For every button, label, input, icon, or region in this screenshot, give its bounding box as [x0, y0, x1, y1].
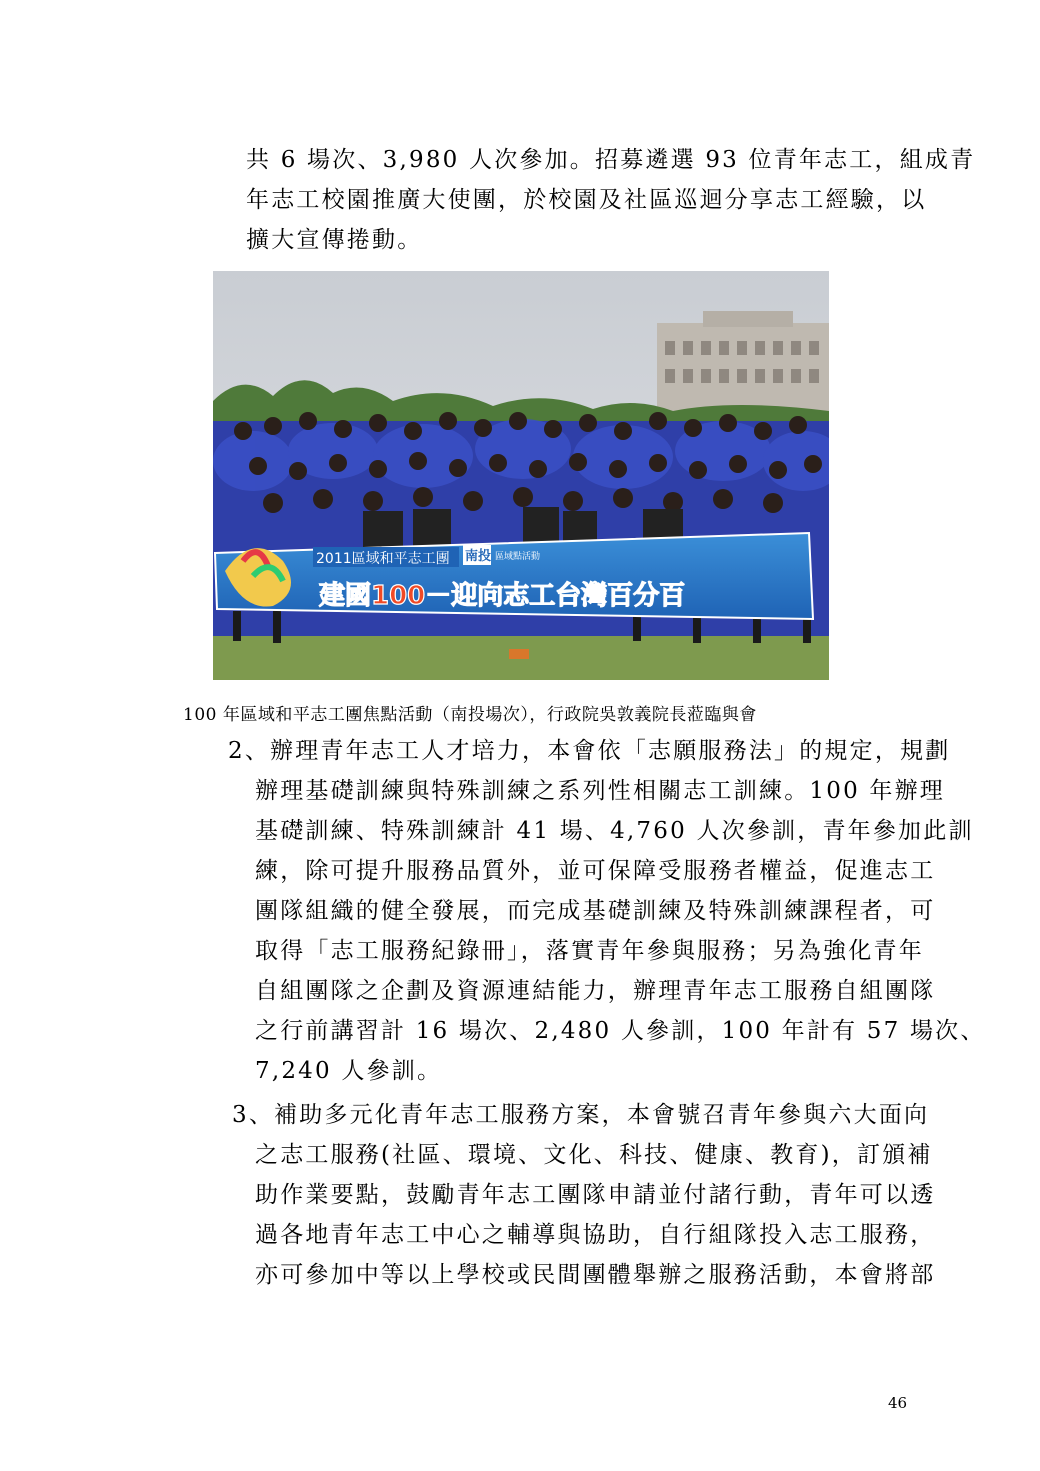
banner-slogan: 建國100－迎向志工台灣百分百	[319, 581, 686, 611]
item3-line: 過各地青年志工中心之輔導與協助，自行組隊投入志工服務，	[255, 1222, 936, 1248]
building	[657, 311, 829, 418]
item3-line: 助作業要點，鼓勵青年志工團隊申請並付諸行動，青年可以透	[255, 1182, 936, 1208]
intro-line: 擴大宣傳捲動。	[246, 227, 423, 253]
intro-line: 共 6 場次、3,980 人次參加。招募遴選 93 位青年志工，組成青	[246, 147, 976, 173]
banner-location: 南投	[465, 549, 492, 564]
item3-line: 3、補助多元化青年志工服務方案，本會號召青年參與六大面向	[232, 1102, 930, 1128]
item3-line: 之志工服務(社區、環境、文化、科技、健康、教育)，訂頒補	[255, 1142, 933, 1168]
item2-line: 練，除可提升服務品質外，並可保障受服務者權益，促進志工	[255, 858, 936, 884]
group-photo	[213, 271, 829, 680]
item2-line: 辦理基礎訓練與特殊訓練之系列性相關志工訓練。100 年辦理	[255, 778, 946, 804]
banner-title: 2011區域和平志工團	[316, 551, 450, 567]
item2-line: 2、辦理青年志工人才培力，本會依「志願服務法」的規定，規劃	[228, 738, 951, 764]
item2-line: 之行前講習計 16 場次、2,480 人參訓，100 年計有 57 場次、	[255, 1018, 986, 1044]
item2-line: 取得「志工服務紀錄冊」，落實青年參與服務；另為強化青年	[255, 938, 924, 964]
item3-line: 亦可參加中等以上學校或民間團體舉辦之服務活動，本會將部	[255, 1262, 936, 1288]
item2-line: 基礎訓練、特殊訓練計 41 場、4,760 人次參訓，青年參加此訓	[255, 818, 974, 844]
page-number: 46	[888, 1394, 908, 1412]
item2-line: 自組團隊之企劃及資源連結能力，辦理青年志工服務自組團隊	[255, 978, 936, 1004]
intro-line: 年志工校園推廣大使團，於校園及社區巡迴分享志工經驗，以	[246, 187, 927, 213]
item2-line: 團隊組織的健全發展，而完成基礎訓練及特殊訓練課程者，可	[255, 898, 936, 924]
item2-line: 7,240 人參訓。	[255, 1058, 443, 1084]
banner-event: 區域點活動	[495, 552, 541, 562]
photo-caption: 100 年區域和平志工團焦點活動（南投場次），行政院吳敦義院長蒞臨與會	[183, 705, 757, 725]
